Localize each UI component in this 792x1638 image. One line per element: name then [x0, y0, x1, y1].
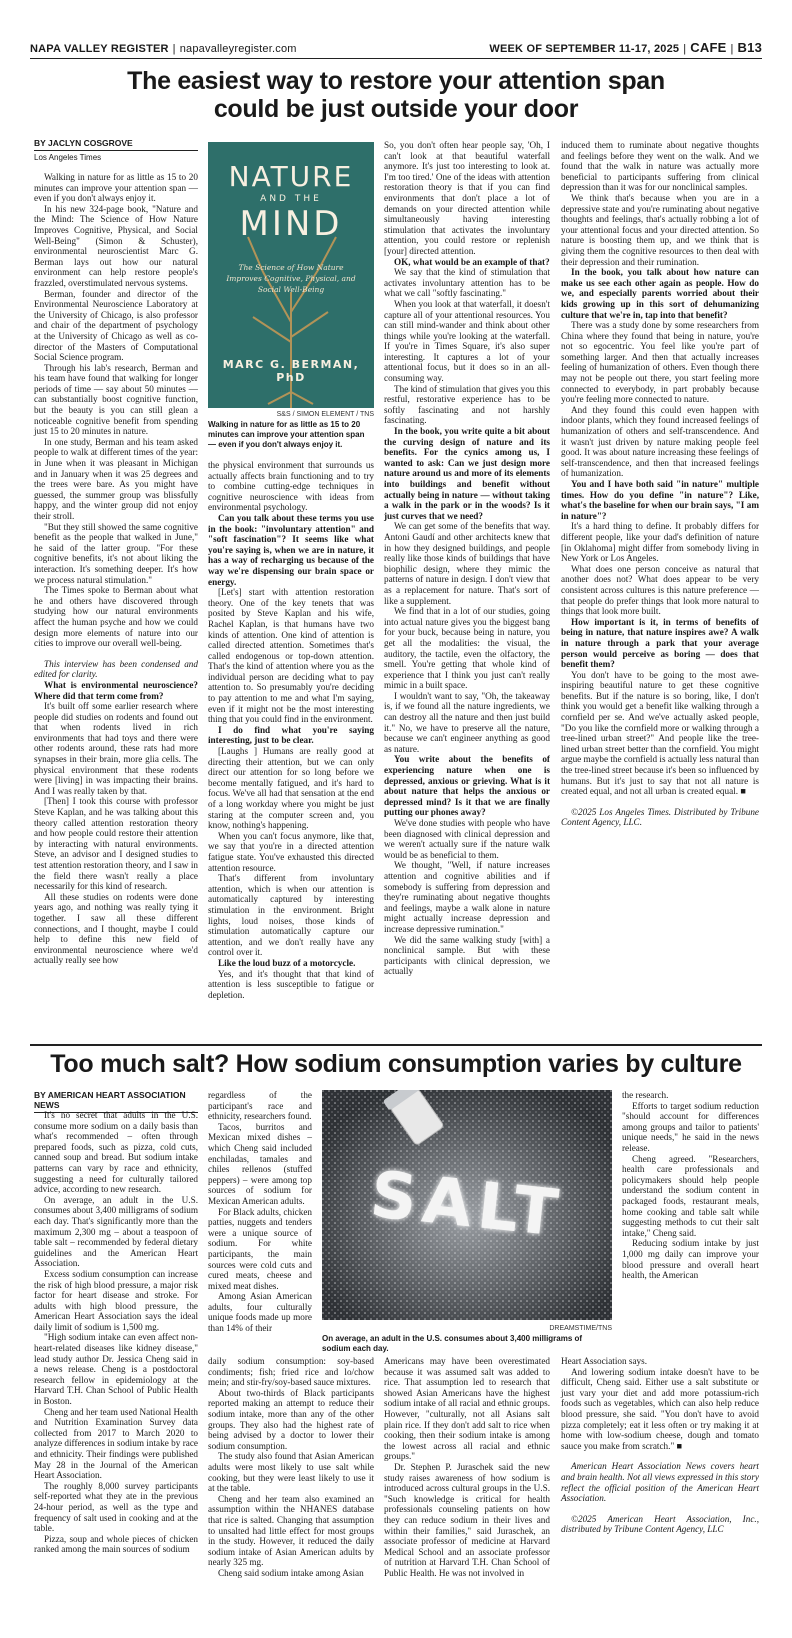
article1-col3: [384, 140, 550, 977]
paragraph: Through his lab's research, Berman and his team have found that walking for longer periods of time — say about 50 minutes — can substantially boost cognitive function, but the beauty is you can still glean a noticeable cognitive benefit from spending just 15 to 20 minutes in nature.: [34, 362, 198, 437]
paragraph: There was a study done by some researchers from China where they found that being in nature, you're not so egocentric. You feel like you're part of something larger. And then that actually increases feeling of humanization of others. Even though there may not be people out there, you start feeling more connected to everybody, in part probably because you're feeling more connected to nature.: [561, 320, 759, 405]
question: In the book, you write quite a bit about the curving design of nature and its benefits. For the cynics among us, I wanted to ask: Can we just design more nature around us and more of its elements into buildings and benefit without actually being in nature — without taking a walk in the park or in the woods? Is it just curves that we need?: [384, 426, 550, 521]
paragraph: Efforts to target sodium reduction "should account for differences among groups and tailor to patients' unique needs," he said in the news release.: [622, 1100, 759, 1153]
copyright-note: ©2025 Los Angeles Times. Distributed by Tribune Content Agency, LLC.: [561, 806, 759, 828]
paragraph: the research.: [622, 1090, 669, 1100]
book-title-and-the: AND THE: [260, 194, 322, 204]
photo-caption: Walking in nature for as little as 15 to 20 minutes can improve your attention span — even if you don't always enjoy it.: [208, 420, 365, 449]
copyright-note: ©2025 American Heart Association, Inc., distributed by Tribune Content Agency, LLC: [561, 1513, 759, 1535]
paragraph: Among Asian American adults, four culturally unique foods made up more than 14% of their: [208, 1291, 312, 1334]
book-author: MARC G. BERMAN, PhD: [222, 358, 360, 384]
byline: BY AMERICAN HEART ASSOCIATION NEWS: [34, 1090, 198, 1113]
paragraph: All these studies on rodents were done years ago, and nothing was really tying it together. I saw all these different connections, and I thought, maybe I could help to define this new field of environmental neuroscience where we'd actually really see how: [34, 891, 198, 966]
paragraph: In his new 324-page book, "Nature and the Mind: The Science of How Nature Improves Cognitive, Physical, and Social Well-Being" (Simon & Schuster), environmental neuroscientist Marc G. Berman lays out how our natural environment can help restore people's frazzled, overstimulated nervous systems.: [34, 203, 198, 288]
paragraph: "But they still showed the same cognitive benefit as the people that walked in June," he said of the latter group. "For these cognitive benefits, it's not about liking the interaction. It's something deeper. It's how we process natural stimulation.": [34, 521, 198, 585]
paragraph: What does one person conceive as natural that another does not? What does appear to be very consistent across cultures is this nature preference — that people do prefer things that look more natural to things that look more built.: [561, 563, 759, 617]
article1-col1: [34, 172, 198, 966]
book-subtitle: The Science of How Nature Improves Cognitive, Physical, and Social Well-Being: [226, 263, 356, 294]
issue-week: WEEK OF SEPTEMBER 11-17, 2025: [489, 43, 680, 55]
paragraph: When you look at that waterfall, it doesn't capture all of your attentional resources. You can still mind-wander and think about other things while you're looking at the waterfall. If you're in Times Square, it's also super interesting. It captures a lot of your attentional focus, but it does so in an all-consuming way.: [384, 298, 550, 384]
paragraph: And lowering sodium intake doesn't have to be difficult, Cheng said. Either use a salt substitute or just vary your diet and add more potassium-rich foods such as vegetables, which can also help reduce blood pressure, she said. "You don't have to avoid pizza completely; eat it less often or try making it at home with low-sodium cheese, dough and tomato sauce you make from scratch." ■: [561, 1366, 759, 1451]
article1-headline: The easiest way to restore your attention span could be just outside your door: [127, 67, 665, 123]
article2-col4-top: [622, 1090, 759, 1281]
question: You and I have both said "in nature" multiple times. How do you define "in nature"? Like, what's the baseline for when our brain says, "I am in nature"?: [561, 479, 759, 521]
paragraph: We thought, "Well, if nature increases attention and cognitive abilities and if somebody is suffering from depression and they're ruminating about negative thoughts and feelings, maybe a walk alone in nature might actually increase depression and increase depressive rumination.": [384, 860, 550, 934]
paragraph: [Then] I took this course with professor Steve Kaplan, and he was talking about this theory called attention restoration theory and how people could restore their attention by interacting with natural environments. Steve, an advisor and I designed studies to test attention restoration theory, and I saw in the field there wasn't really a place necessarily for this kind of research.: [34, 796, 198, 892]
paragraph: We can get some of the benefits that way. Antoni Gaudí and other architects knew that in how they designed buildings, and people really like those kinds of buildings that have biophilic design, where they mimic the patterns of nature in design. I don't view that as a replacement for nature. That's sort of like a supplement.: [384, 521, 550, 606]
salt-photo: [322, 1090, 612, 1320]
question: Can you talk about these terms you use in the book: "involuntary attention" and "soft fascination"? It seems like what you're saying is, when we are in nature, it has a way of recharging us because of the way we're dispensing our brain space or energy.: [208, 512, 374, 587]
affiliation: Los Angeles Times: [34, 153, 102, 162]
paragraph: Cheng and her team used National Health and Nutrition Examination Survey data collected from 2017 to March 2020 to analyze differences in sodium intake by race and ethnicity. Their findings were published May 28 in the Journal of the American Heart Association.: [34, 1406, 198, 1481]
site-url[interactable]: napavalleyregister.com: [179, 43, 297, 55]
article2-col4-bottom: [561, 1356, 759, 1535]
paragraph: So, you don't often hear people say, 'Oh, I can't look at that beautiful waterfall anymore. It's just too interesting to look at. I'm too tired.' One of the ideas with attention restoration theory is that if you can find environments that don't place a lot of demands on your directed attention while simultaneously having interesting stimulation that activates the involuntary attention, you could restore or replenish [your] directed attention.: [384, 140, 550, 256]
paragraph: Tacos, burritos and Mexican mixed dishes – which Cheng said included enchiladas, tamales and chiles rellenos (stuffed peppers) – were among top sources of sodium for Mexican American adults.: [208, 1121, 312, 1206]
paragraph: The Times spoke to Berman about what he and others have discovered through studying how our natural environments affect the human psyche and how we could design more elements of nature into our cities to improve our overall well-being.: [34, 585, 198, 649]
salt-word: SALT: [366, 1158, 568, 1252]
paragraph: The roughly 8,000 survey participants self-reported what they ate in the previous 24-hour period, as well as the type and frequency of salt used in cooking and at the table.: [34, 1480, 198, 1534]
paragraph: [Laughs ] Humans are really good at directing their attention, but we can only direct our attention for so long before we become mentally fatigued, and it's hard to focus. We've all had that sensation at the end of a long workday where you might be just staring at the computer screen and, you know, nothing's happening.: [208, 746, 374, 831]
paragraph: The study also found that Asian American adults were most likely to use salt while cooking, but they were least likely to use it at the table.: [208, 1451, 374, 1494]
paragraph: About two-thirds of Black participants reported making an attempt to reduce their sodium intake, more than any of the other groups. They also had the highest rate of being advised by a doctor to lower their sodium consumption.: [208, 1387, 374, 1451]
question: You write about the benefits of experiencing nature when one is depressed, anxious or grieving. What is it about nature that helps the anxious or depressed mind? Is it that we are finally putting our phones away?: [384, 754, 550, 818]
paragraph: [Let's] start with attention restoration theory. One of the key tenets that was posited by Steve Kaplan and his wife, Rachel Kaplan, is that humans have two kinds of attention. One kind of attention is called directed attention. Sometimes that's called endogenous or top-down attention. That's the kind of attention where you as the individual person are deciding what to pay attention to. So presumably you're deciding to pay attention to me and what I'm saying, even if it might not be the most interesting thing that you could find in the environment.: [208, 587, 374, 725]
paragraph: We did the same walking study [with] a nonclinical sample. But with these participants with clinical depression, we actually: [384, 934, 550, 977]
question: How important is it, in terms of benefits of being in nature, that nature inspires awe? A walk in nature through a park that your average person would perceive as boring — does that benefit them?: [561, 616, 759, 670]
paragraph: regardless of the participant's race and ethnicity, researchers found.: [208, 1090, 312, 1122]
paragraph: On average, an adult in the U.S. consumes about 3,400 milligrams of sodium each day. That's significantly more than the maximum 2,300 mg – about a teaspoon of table salt – recommended by federal dietary guidelines and the American Heart Association.: [34, 1194, 198, 1269]
paragraph: induced them to ruminate about negative thoughts and feelings before they went on the walk. And we found that the walk in nature was actually more beneficial to participants suffering from clinical depression than it was for our nonclinical samples.: [561, 140, 759, 193]
book-title-nature: NATURE: [228, 160, 354, 193]
question: What is environmental neuroscience? Where did that term come from?: [34, 679, 198, 701]
byline: BY JACLYN COSGROVE: [34, 138, 198, 151]
paragraph: daily sodium consumption: soy-based condiments; fish; fried rice and lo/chow mein; and stir-fry/soy-based sauce mixtures.: [208, 1356, 374, 1388]
question: Like the loud buzz of a motorcycle.: [218, 957, 356, 968]
question: OK, what would be an example of that?: [394, 256, 550, 267]
masthead: NAPA VALLEY REGISTER | napavalleyregister.com WEEK OF SEPTEMBER 11-17, 2025 | CAFE | B13: [30, 40, 762, 59]
article2-headline: Too much salt? How sodium consumption varies by culture: [50, 1050, 742, 1078]
photo-credit: DREAMSTIME/TNS: [549, 1325, 612, 1332]
paragraph: "High sodium intake can even affect non-heart-related diseases like kidney disease," lead study author Dr. Jessica Cheng said in a news release. Cheng is a postdoctoral research fellow in epidemiology at the Harvard T.H. Chan School of Public Health in Boston.: [34, 1332, 198, 1407]
book-cover-image: [208, 142, 374, 408]
newspaper-page: [30, 40, 762, 123]
book-title-mind: MIND: [239, 204, 343, 244]
paragraph: We say that the kind of stimulation that activates involuntary attention has to be what we call "softly fascinating.": [384, 267, 550, 299]
photo-caption: On average, an adult in the U.S. consumes about 3,400 milligrams of sodium each day.: [322, 1334, 583, 1353]
disclaimer-note: American Heart Association News covers heart and brain health. Not all views expressed in this story reflect the official position of the American Heart Association.: [561, 1461, 759, 1504]
paragraph: Yes, and it's thought that that kind of attention is less susceptible to fatigue or depletion.: [208, 968, 374, 1000]
article1-byline: [34, 138, 198, 162]
article2-col1: [34, 1110, 198, 1555]
article1-col2: [208, 460, 374, 1000]
paragraph: For Black adults, chicken patties, nuggets and tenders were a unique source of sodium. For white participants, the main sources were cold cuts and cured meats, cheese and mixed meat dishes.: [208, 1206, 312, 1291]
paragraph: Cheng said sodium intake among Asian: [218, 1567, 364, 1578]
paragraph: Cheng and her team also examined an assumption within the NHANES database that rice is salted. Changing that assumption to unsalted had little effect for most groups in the study. However, it reduced the daily sodium intake of Asian American adults by nearly 325 mg.: [208, 1493, 374, 1568]
page-number: B13: [737, 40, 762, 55]
photo-credit: S&S / SIMON ELEMENT / TNS: [276, 411, 374, 418]
article-divider: [30, 1044, 762, 1046]
paragraph: The kind of stimulation that gives you this restful, restorative experience has to be softly fascinating and not harshly fascinating.: [384, 383, 550, 426]
paragraph: Americans may have been overestimated because it was assumed salt was added to rice. That assumption led to research that showed Asian Americans have the highest sodium intake of all racial and ethnic groups. However, "culturally, not all Asians salt plain rice. If they don't add salt to rice when cooking, then their sodium intake is among the lowest across all racial and ethnic groups.": [384, 1356, 550, 1462]
paragraph: It's no secret that adults in the U.S. consume more sodium on a daily basis than what's recommended – often through prepared foods, such as pizza, cold cuts, canned soup and bread. But sodium intake patterns can vary by race and ethnicity, suggesting a need for culturally tailored advice, according to new research.: [34, 1110, 198, 1195]
paragraph: Berman, founder and director of the Environmental Neuroscience Laboratory at the University of Chicago, is also professor and chair of the department of psychology at the University of Chicago as well as co-director of the Masters of Computational Social Science program.: [34, 288, 198, 363]
paragraph: That's different from involuntary attention, which is when our attention is automatically captured by interesting stimulation in the environment. Bright lights, loud noises, those kinds of stimulation automatically capture our attention, and we don't really have any control over it.: [208, 873, 374, 958]
paragraph: the physical environment that surrounds us actually affects brain functioning and to try to combine cutting-edge techniques in cognitive neuroscience with ideas from environmental psychology.: [208, 460, 374, 513]
paragraph: Cheng agreed. "Researchers, health care professionals and policymakers should help people understand the sodium content in packaged foods, restaurant meals, home cooking and table salt while suggesting methods to cut their salt intake," Cheng said.: [622, 1153, 759, 1238]
paragraph: And they found this could even happen with indoor plants, which they found increased feelings of humanization of others and self-transcendence. And it wasn't just driven by nature making people feel good. It was about nature increasing these feelings of self-transcendence, and then that increased feelings of humanization.: [561, 404, 759, 479]
paragraph: Heart Association says.: [561, 1356, 647, 1366]
article2-col2-top: [208, 1090, 312, 1334]
section-name: CAFE: [690, 40, 727, 55]
article1-col4: [561, 140, 759, 828]
paragraph: Dr. Stephen P. Juraschek said the new study raises awareness of how sodium is introduced across cultural groups in the U.S. "Such knowledge is critical for health professionals counseling patients on how they can reduce sodium in their lives and within their families," said Juraschek, an associate professor of medicine at Harvard Medical School and an associate professor of nutrition at Harvard T.H. Chan School of Public Health. He was not involved in: [384, 1461, 550, 1578]
paragraph: Pizza, soup and whole pieces of chicken ranked among the main sources of sodium: [34, 1533, 198, 1555]
paragraph: Walking in nature for as little as 15 to 20 minutes can improve your attention span — even if you don't always enjoy it.: [34, 172, 198, 204]
question: In the book, you talk about how nature can make us see each other again as people. How do we, and especially parents worried about their kids growing up in this sort of dehumanizing culture that we're in, tap into that benefit?: [561, 267, 759, 320]
paragraph: We think that's because when you are in a depressive state and you're ruminating about negative thoughts and feelings, that's actually robbing a lot of your attentional focus and your directed attention. So nature is boosting them up, and we think that is giving them the cognitive resources to then deal with their depression and their rumination.: [561, 192, 759, 267]
question: I do find what you're saying interesting, just to be clear.: [208, 724, 374, 746]
paragraph: We've done studies with people who have been diagnosed with clinical depression and we weren't actually sure if the nature walk would be as beneficial to them.: [384, 818, 550, 860]
paragraph: When you can't focus anymore, like that, we say that you're in a directed attention fatigue state. You've exhausted this directed attention resource.: [208, 830, 374, 873]
article2-col3-bottom: [384, 1356, 550, 1578]
paragraph: It's built off some earlier research where people did studies on rodents and found out that when rodents lived in rich environments that had toys and there were other rodents around, these rats had more synapses in their brain, more glia cells. The physical environment that these rodents were [living] in was impacting their brains. And I was really taken by that.: [34, 701, 198, 796]
paragraph: In one study, Berman and his team asked people to walk at different times of the year: in June when it was pleasant in Michigan and in January when it was 25 degrees and the trees were bare. As you might have guessed, the summer group was blissfully happy, and the winter group did not enjoy their stroll.: [34, 436, 198, 521]
paragraph: Excess sodium consumption can increase the risk of high blood pressure, a major risk factor for heart disease and stroke. For adults with high blood pressure, the American Heart Association says the ideal daily limit of sodium is 1,500 mg.: [34, 1268, 198, 1332]
paragraph: It's a hard thing to define. It probably differs for different people, like your dad's definition of nature [in Oklahoma] might differ from somebody living in New York or Los Angeles.: [561, 521, 759, 564]
editor-note: This interview has been condensed and edited for clarity.: [34, 658, 198, 680]
paragraph: You don't have to be going to the most awe-inspiring beautiful nature to get these cognitive benefits. But if the nature is so boring, like, I don't think you would get a benefit like walking through a cornfield per se. And we've actually asked people, "Do you like the cornfield more or walking through a tree-lined urban street?" And people like the tree-lined urban street better than the cornfield. You might argue maybe the cornfield is actually less natural than the tree-lined street because it's been so influenced by humans. But it's just to say that not all nature is created equal, and not all urban is created equal. ■: [561, 669, 759, 797]
paragraph: Reducing sodium intake by just 1,000 mg daily can improve your blood pressure and overall heart health, the American: [622, 1238, 759, 1281]
paper-name: NAPA VALLEY REGISTER: [30, 43, 169, 55]
paragraph: I wouldn't want to say, "Oh, the takeaway is, if we found all the nature ingredients, we can destroy all the nature and then just build it." No, we have to preserve all the nature, because we can't engineer anything as good as nature.: [384, 690, 550, 754]
article2-col2-bottom: [208, 1356, 374, 1578]
paragraph: We find that in a lot of our studies, going into actual nature gives you the biggest bang for your buck, because being in nature, you get all the modalities: the visual, the auditory, the tactile, even the olfactory, the smell. You're getting that whole kind of experience that I think you just can't really mimic in a built space.: [384, 606, 550, 691]
